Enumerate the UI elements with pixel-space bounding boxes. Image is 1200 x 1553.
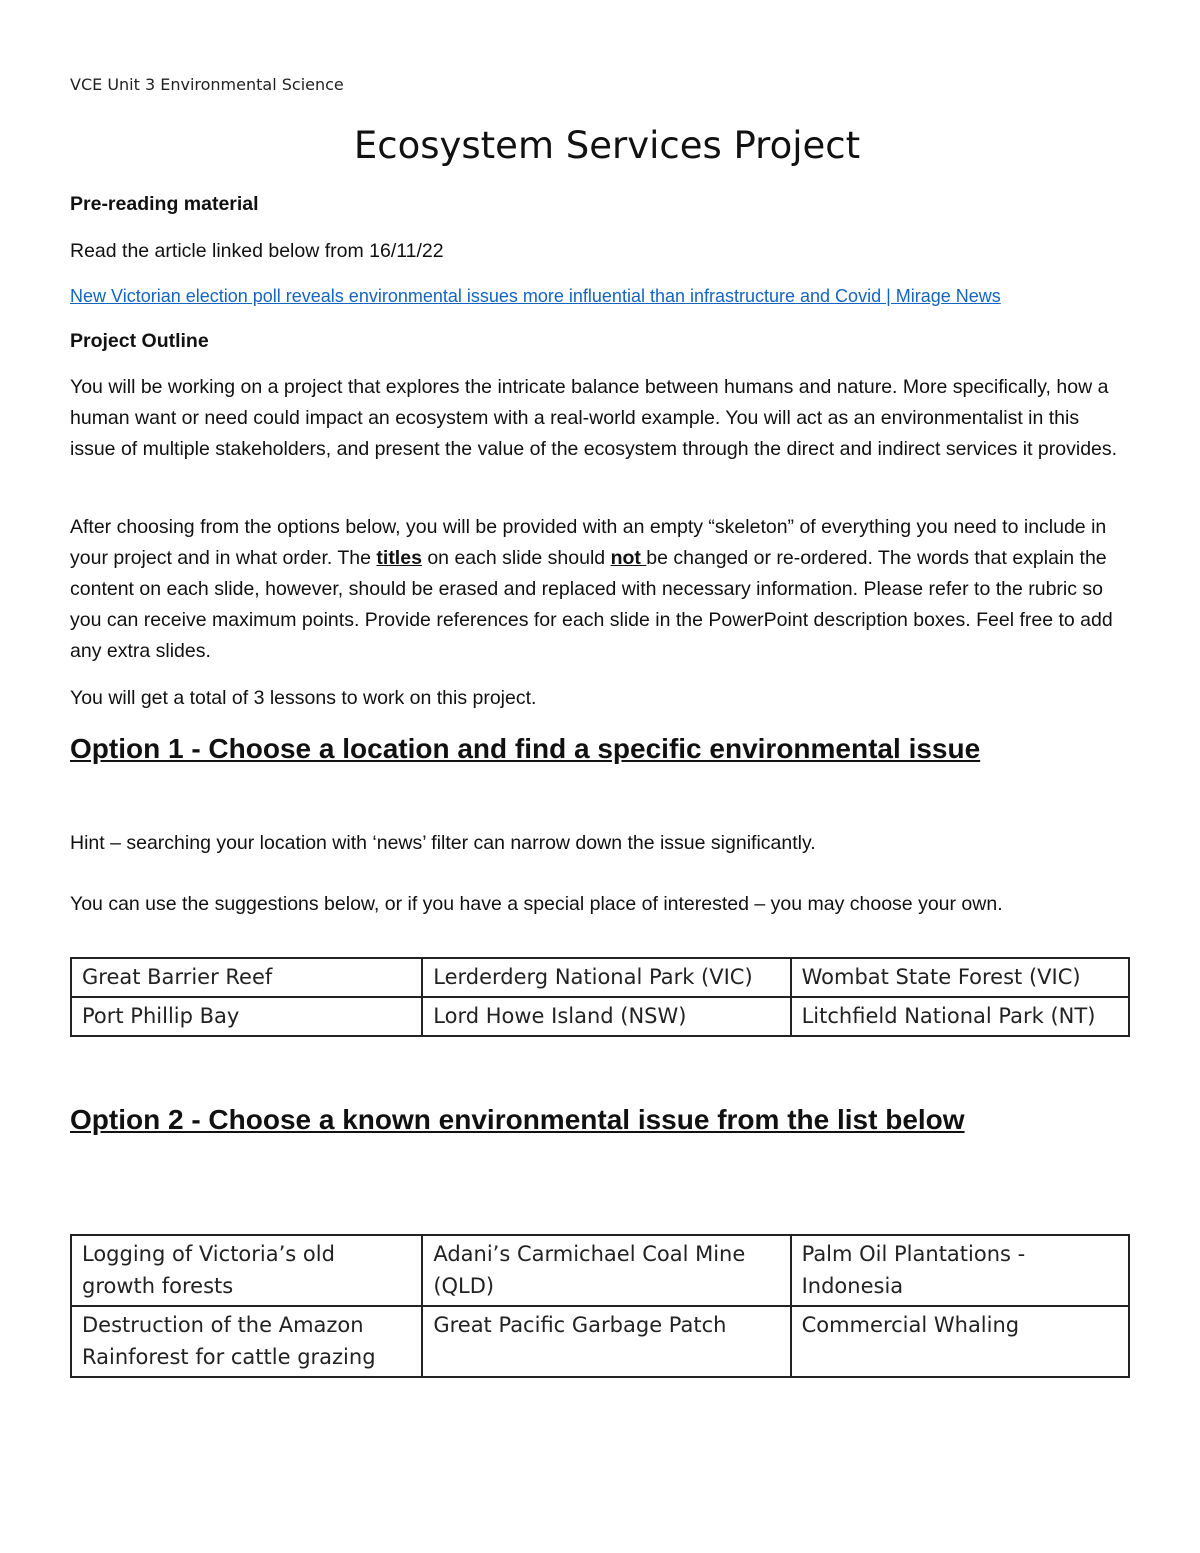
table-cell: Logging of Victoria’s old growth forests (71, 1235, 422, 1306)
option-1-hint: Hint – searching your location with ‘news’ filter can narrow down the issue significantly. (70, 832, 816, 854)
table-cell: Great Pacific Garbage Patch (422, 1306, 790, 1377)
table-cell: Lord Howe Island (NSW) (422, 997, 790, 1036)
outline-paragraph-2 (70, 512, 1130, 667)
table-cell: Port Phillip Bay (71, 997, 422, 1036)
table-cell: Lerderderg National Park (VIC) (422, 958, 790, 997)
outline-paragraph-1: You will be working on a project that explores the intricate balance between humans and nature. More specifically, how a human want or need could impact an ecosystem with a real-world example. You will act as an environmentalist in this issue of multiple stakeholders, and present the value of the ecosystem through the direct and indirect services it provides. (70, 376, 1118, 460)
outline-paragraph-2-text-b: on each slide should (421, 547, 611, 569)
table-cell: Great Barrier Reef (71, 958, 422, 997)
project-outline-heading: Project Outline (70, 330, 209, 352)
table-row (71, 958, 1129, 997)
option-2-heading: Option 2 - Choose a known environmental issue from the list below (70, 1104, 965, 1135)
issue-table (70, 1234, 1130, 1378)
outline-paragraph-3: You will get a total of 3 lessons to work on this project. (70, 687, 537, 709)
table-cell: Wombat State Forest (VIC) (791, 958, 1129, 997)
outline-paragraph-2-text-a: After choosing from the options below, you will be provided with an empty “skeleton” of everything you need to include in your project and in what order. The (70, 516, 1107, 569)
pre-reading-instruction: Read the article linked below from 16/11/22 (70, 240, 444, 262)
location-table (70, 957, 1130, 1037)
course-header: VCE Unit 3 Environmental Science (70, 75, 344, 94)
table-row (71, 1235, 1129, 1306)
article-link[interactable]: New Victorian election poll reveals environmental issues more influential than infrastructure and Covid | Mirage News (70, 286, 1001, 306)
table-cell: Adani’s Carmichael Coal Mine (QLD) (422, 1235, 790, 1306)
table-cell: Litchfield National Park (NT) (791, 997, 1129, 1036)
not-emphasis: not (610, 547, 647, 569)
pre-reading-heading: Pre-reading material (70, 193, 259, 215)
table-row (71, 1306, 1129, 1377)
table-cell: Palm Oil Plantations - Indonesia (791, 1235, 1129, 1306)
outline-paragraph-2-text-c: be changed or re-ordered. The words that explain the content on each slide, however, should be erased and replaced with necessary information. Please refer to the rubric so you can receive maximum points. Provide references for each slide in the PowerPoint description boxes. Feel free to add any extra slides. (70, 547, 1113, 662)
titles-emphasis: titles (376, 547, 422, 569)
table-row (71, 997, 1129, 1036)
document-title: Ecosystem Services Project (353, 124, 861, 167)
option-1-suggestion: You can use the suggestions below, or if you have a special place of interested – you may choose your own. (70, 893, 1003, 915)
table-cell: Commercial Whaling (791, 1306, 1129, 1377)
option-1-heading: Option 1 - Choose a location and find a specific environmental issue (70, 733, 981, 764)
table-cell: Destruction of the Amazon Rainforest for cattle grazing (71, 1306, 422, 1377)
